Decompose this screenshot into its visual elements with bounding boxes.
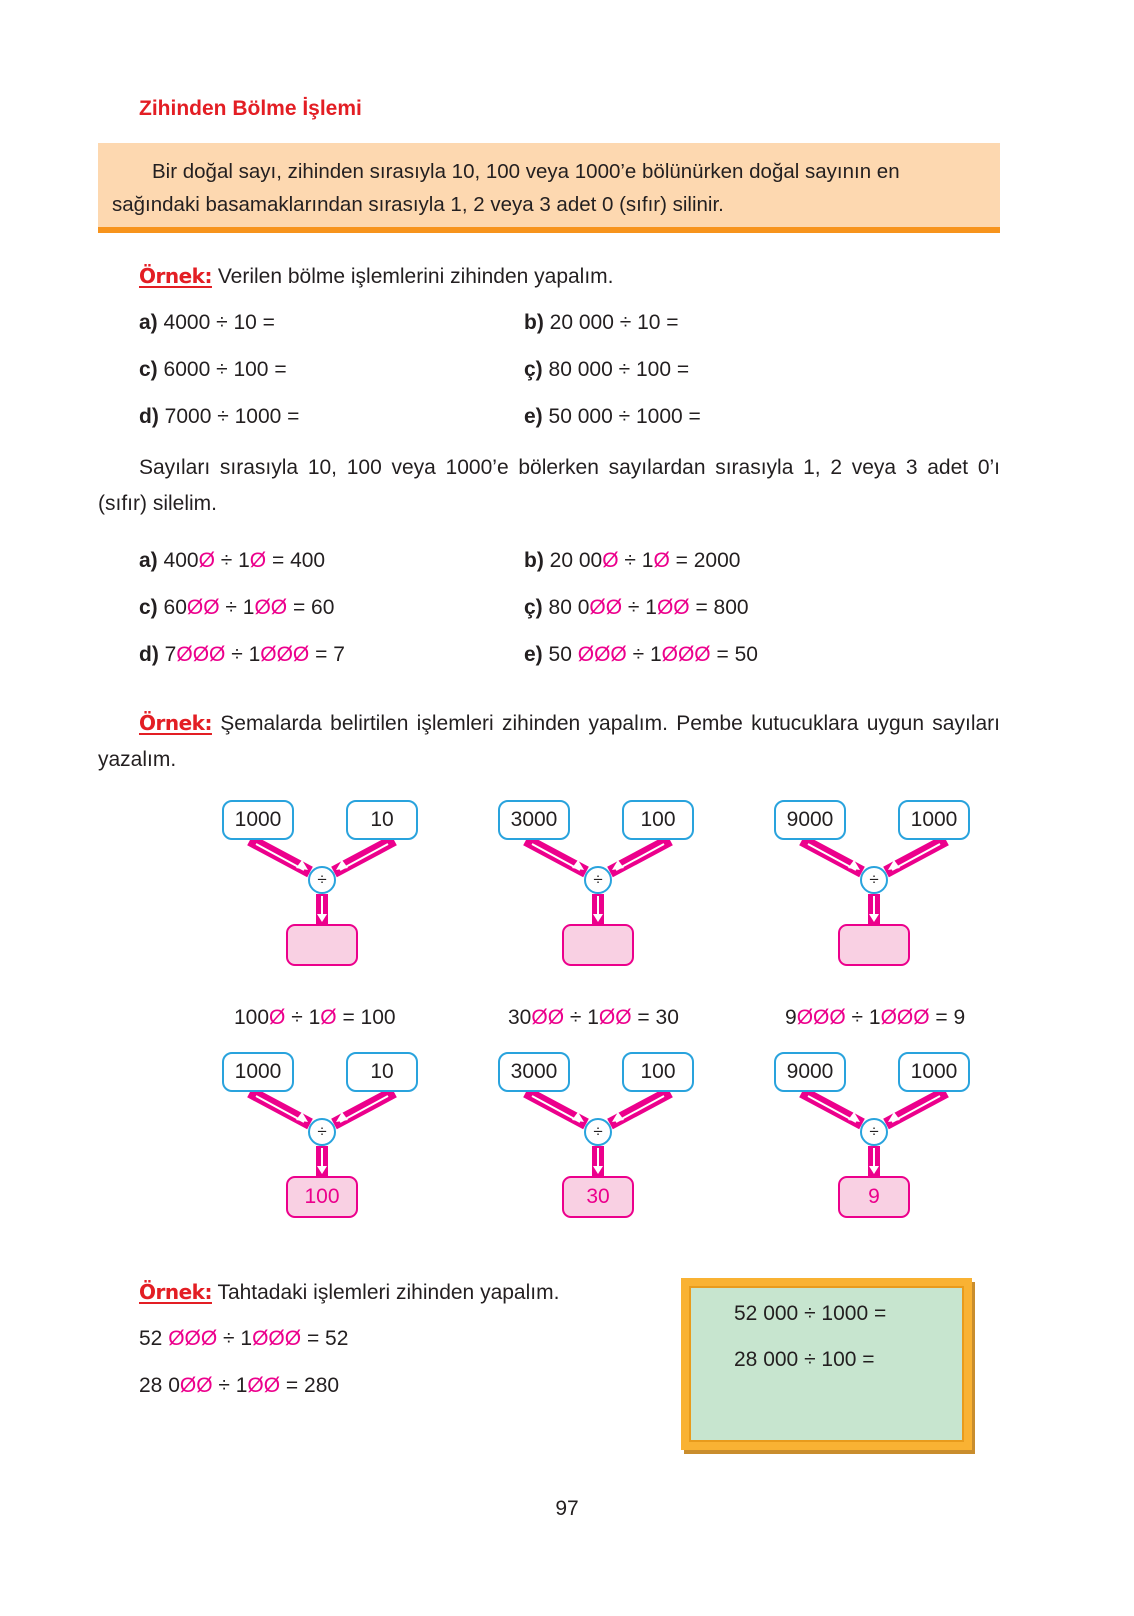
dividend: 9 — [785, 1006, 797, 1029]
problem-label: ç) — [524, 358, 543, 381]
struck-zeros: ØØ — [254, 596, 288, 619]
scheme-arrow — [340, 1096, 388, 1122]
divisor: ÷ 1 — [564, 1006, 599, 1029]
scheme-arrow — [808, 844, 856, 870]
scheme-arrow — [616, 1096, 664, 1122]
scheme-arrow — [256, 844, 304, 870]
struck-zeros: ØØØ — [168, 1327, 218, 1350]
division-sign-icon: ÷ — [308, 1118, 336, 1146]
struck-zeros: ØØ — [247, 1374, 281, 1397]
result: = 50 — [710, 643, 758, 666]
result: = 2000 — [669, 549, 741, 572]
scheme-equation-3 — [785, 1006, 965, 1030]
scheme-answer-box: 100 — [286, 1176, 358, 1218]
scheme-divisor-box: 1000 — [898, 800, 970, 840]
dividend: 60 — [163, 596, 187, 619]
struck-zeros: ØØØ — [260, 643, 310, 666]
struck-zeros: ØØ — [598, 1006, 632, 1029]
struck-zeros: ØØØ — [796, 1006, 846, 1029]
divisor: ÷ 1 — [622, 596, 657, 619]
dividend: 52 — [139, 1327, 169, 1350]
dividend: 28 0 — [139, 1374, 180, 1397]
dividend: 400 — [163, 549, 199, 572]
result: = 400 — [266, 549, 326, 572]
scheme-arrow — [892, 844, 940, 870]
problem-expr: 4000 ÷ 10 = — [163, 311, 275, 334]
divisor: ÷ 1 — [212, 1374, 248, 1397]
dividend: 80 0 — [548, 596, 590, 619]
example-tag: Örnek: — [139, 264, 212, 288]
example3-prompt: Tahtadaki işlemleri zihinden yapalım. — [217, 1281, 560, 1304]
dividend: 7 — [164, 643, 177, 666]
divisor: ÷ 1 — [285, 1006, 321, 1029]
scheme-divisor-box: 10 — [346, 1052, 418, 1092]
divisor: ÷ 1 — [225, 643, 261, 666]
problem-expr: 7000 ÷ 1000 = — [164, 405, 300, 428]
scheme-arrow — [340, 844, 388, 870]
divisor: ÷ 1 — [626, 643, 662, 666]
scheme-empty-answer-box[interactable] — [286, 924, 358, 966]
scheme-arrow — [616, 844, 664, 870]
scheme-divisor-box: 10 — [346, 800, 418, 840]
solution-label: e) — [524, 643, 543, 666]
struck-zeros: Ø — [269, 1006, 286, 1029]
dividend: 20 00 — [549, 549, 603, 572]
divisor: ÷ 1 — [845, 1006, 881, 1029]
scheme-divisor-box: 100 — [622, 1052, 694, 1092]
division-sign-icon: ÷ — [860, 1118, 888, 1146]
struck-zeros: Ø — [320, 1006, 337, 1029]
result: = 280 — [280, 1374, 340, 1397]
problem-expr: 80 000 ÷ 100 = — [548, 358, 690, 381]
example2-prompt: Şemalarda belirtilen işlemleri zihinden yapalım. Pembe kutucuklara uygun sayıları yazalım. — [98, 712, 1000, 771]
solution-label: a) — [139, 549, 158, 572]
scheme-empty-answer-box[interactable] — [838, 924, 910, 966]
scheme-divisor-box: 1000 — [898, 1052, 970, 1092]
page-number: 97 — [555, 1497, 579, 1520]
board-line-1: 52 000 ÷ 1000 = — [734, 1302, 887, 1325]
result: = 30 — [631, 1006, 679, 1029]
rule-text: Bir doğal sayı, zihinden sırasıyla 10, 100 veya 1000’e bölünürken doğal sayının en sağındaki basamaklarından sırasıyla 1, 2 veya 3 adet 0 (sıfır) silinir. — [112, 160, 900, 216]
problem-label: a) — [139, 311, 158, 334]
struck-zeros: ØØØ — [880, 1006, 930, 1029]
scheme-arrow — [892, 1096, 940, 1122]
dividend: 50 — [548, 643, 578, 666]
struck-zeros: ØØØ — [661, 643, 711, 666]
scheme-answer-box: 30 — [562, 1176, 634, 1218]
struck-zeros: Ø — [249, 549, 267, 572]
result: = 52 — [301, 1327, 349, 1350]
struck-zeros: Ø — [653, 549, 670, 572]
section-title: Zihinden Bölme İşlemi — [139, 97, 362, 120]
scheme-equation-2 — [508, 1006, 679, 1030]
scheme-dividend-box: 9000 — [774, 800, 846, 840]
struck-zeros: Ø — [602, 549, 619, 572]
solution-label: ç) — [524, 596, 543, 619]
scheme-arrow — [808, 1096, 856, 1122]
scheme-equation-1 — [234, 1006, 396, 1030]
example-tag: Örnek: — [139, 1280, 212, 1304]
struck-zeros: ØØ — [589, 596, 623, 619]
explanation-text: Sayıları sırasıyla 10, 100 veya 1000’e bölerken sayılardan sırasıyla 1, 2 veya 3 adet 0’ı (sıfır) silelim. — [98, 456, 1000, 515]
struck-zeros: ØØ — [656, 596, 690, 619]
divisor: ÷ 1 — [219, 596, 255, 619]
scheme-dividend-box: 1000 — [222, 1052, 294, 1092]
struck-zeros: ØØ — [531, 1006, 565, 1029]
problem-expr: 20 000 ÷ 10 = — [549, 311, 679, 334]
problem-label: d) — [139, 405, 159, 428]
struck-zeros: ØØØ — [577, 643, 627, 666]
problem-expr: 50 000 ÷ 1000 = — [548, 405, 701, 428]
scheme-divisor-box: 100 — [622, 800, 694, 840]
scheme-dividend-box: 1000 — [222, 800, 294, 840]
dividend: 100 — [234, 1006, 270, 1029]
example-tag: Örnek: — [139, 711, 212, 735]
divisor: ÷ 1 — [214, 549, 250, 572]
result: = 800 — [689, 596, 749, 619]
solution-label: b) — [524, 549, 544, 572]
board-line-2: 28 000 ÷ 100 = — [734, 1348, 875, 1371]
struck-zeros: ØØØ — [252, 1327, 302, 1350]
problem-expr: 6000 ÷ 100 = — [163, 358, 287, 381]
division-sign-icon: ÷ — [308, 866, 336, 894]
scheme-answer-box: 9 — [838, 1176, 910, 1218]
example3-solution-1 — [139, 1327, 348, 1351]
scheme-dividend-box: 3000 — [498, 1052, 570, 1092]
result: = 100 — [336, 1006, 396, 1029]
scheme-empty-answer-box[interactable] — [562, 924, 634, 966]
struck-zeros: ØØ — [179, 1374, 213, 1397]
scheme-arrow — [256, 1096, 304, 1122]
example3-header — [139, 1280, 559, 1305]
result: = 7 — [309, 643, 345, 666]
struck-zeros: ØØØ — [176, 643, 226, 666]
division-sign-icon: ÷ — [584, 866, 612, 894]
struck-zeros: ØØ — [186, 596, 220, 619]
dividend: 30 — [508, 1006, 532, 1029]
scheme-arrow — [532, 1096, 580, 1122]
problem-label: c) — [139, 358, 158, 381]
problem-label: b) — [524, 311, 544, 334]
solution-label: c) — [139, 596, 158, 619]
example3-solution-2 — [139, 1374, 339, 1398]
division-sign-icon: ÷ — [860, 866, 888, 894]
struck-zeros: Ø — [198, 549, 215, 572]
division-sign-icon: ÷ — [584, 1118, 612, 1146]
scheme-arrow — [532, 844, 580, 870]
divisor: ÷ 1 — [618, 549, 654, 572]
scheme-dividend-box: 9000 — [774, 1052, 846, 1092]
example1-prompt: Verilen bölme işlemlerini zihinden yapalım. — [217, 265, 614, 288]
chalkboard — [681, 1278, 972, 1450]
divisor: ÷ 1 — [217, 1327, 253, 1350]
result: = 60 — [287, 596, 335, 619]
scheme-dividend-box: 3000 — [498, 800, 570, 840]
result: = 9 — [929, 1006, 966, 1029]
solution-label: d) — [139, 643, 159, 666]
problem-label: e) — [524, 405, 543, 428]
